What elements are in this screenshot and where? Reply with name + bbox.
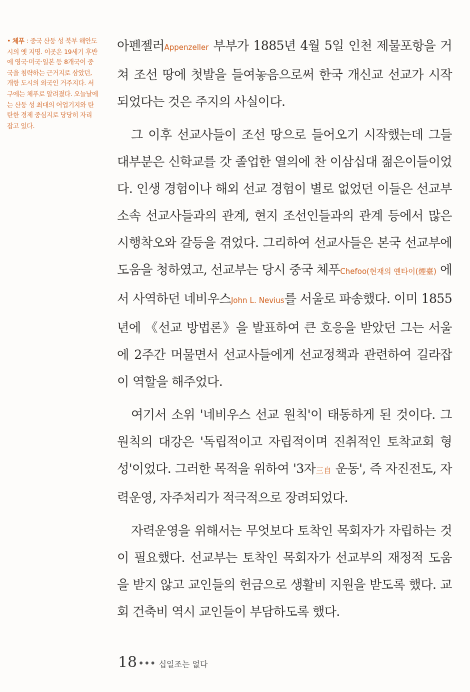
- gloss-annotation: John L. Nevius: [230, 296, 285, 305]
- paragraph: [117, 401, 452, 511]
- gloss-annotation: Appenzeller: [164, 43, 209, 52]
- paragraph: [117, 517, 452, 625]
- footnote-bullet: •: [7, 37, 11, 45]
- paragraph-text: 운동', 즉 자진전도, 자력운영, 자주처리가 적극적으로 장려되었다.: [117, 461, 453, 505]
- page-footer: [118, 652, 208, 671]
- paragraph: [117, 121, 452, 395]
- gloss-annotation: Chefoo(현재의 옌타이(煙臺): [340, 267, 437, 276]
- paragraph-text: 를 서울로 파송했다. 이미 1855년에 《선교 방법론》을 발표하여 큰 호응을 받았던 그는 서울에 2주간 머물면서 선교사들에게 선교정책과 관련하여 길라잡이 역할을 해주었다.: [117, 291, 452, 389]
- paragraph-text: 자력운영을 위해서는 무엇보다 토착인 목회자가 자립하는 것이 필요했다. 선교부는 토착인 목회자가 선교부의 재정적 도움을 받지 않고 교인들의 헌금으로 생활비 지원을 받도록 했다. 교회 건축비 역시 교인들이 부담하도록 했다.: [117, 523, 452, 619]
- footnote-term: 체푸: [12, 37, 25, 45]
- main-body-text: [117, 32, 452, 631]
- sidebar-footnote: [7, 36, 99, 131]
- paragraph-text: 에서 사역하던 네비우스: [117, 262, 452, 306]
- footer-dots: •••: [138, 659, 156, 670]
- book-title: 십일조는 없다: [158, 660, 208, 669]
- footnote-text: : 중국 산둥 성 북부 해안도시의 옛 지명. 이곳은 19세기 후반에 영국·미국·일본 등 8개국이 중국을 침략하는 근거지로 삼았던, 개항 도시의 외국인 거주지다. 서구에는 체푸로 알려졌다. 오늘날에는 산둥 성 최대의 어업기지와 탄탄한 경제 중심지로 당당히 자리 잡고 있다.: [7, 37, 98, 130]
- gloss-annotation: 三自: [315, 466, 332, 475]
- paragraph-text: 그 이후 선교사들이 조선 땅으로 들어오기 시작했는데 그들 대부분은 신학교를 갓 졸업한 열의에 찬 이삼십대 젊은이들이었다. 인생 경험이나 해외 선교 경험이 별로 없었던 이들은 선교부 소속 선교사들과의 관계, 현지 조선인들과의 관계 등에서 많은 시행착오와 갈등을 겪었다. 그리하여 선교사들은 본국 선교부에 도움을 청하였고, 선교부는 당시 중국 체푸: [117, 127, 452, 277]
- paragraph-text: 아펜젤러: [117, 38, 165, 53]
- paragraph: [117, 32, 452, 115]
- paragraph-text: 여기서 소위 '네비우스 선교 원칙'이 태동하게 된 것이다. 그 원칙의 대강은 '독립적이고 자립적이며 진취적인 토착교회 형성'이었다. 그러한 목적을 위하여 '3자: [117, 407, 452, 476]
- page-number: 18: [118, 653, 138, 671]
- paragraph-text: 부부가 1885년 4월 5일 인천 제물포항을 거쳐 조선 땅에 첫발을 들여놓음으로써 한국 개신교 선교가 시작되었다는 것은 주지의 사실이다.: [117, 38, 452, 109]
